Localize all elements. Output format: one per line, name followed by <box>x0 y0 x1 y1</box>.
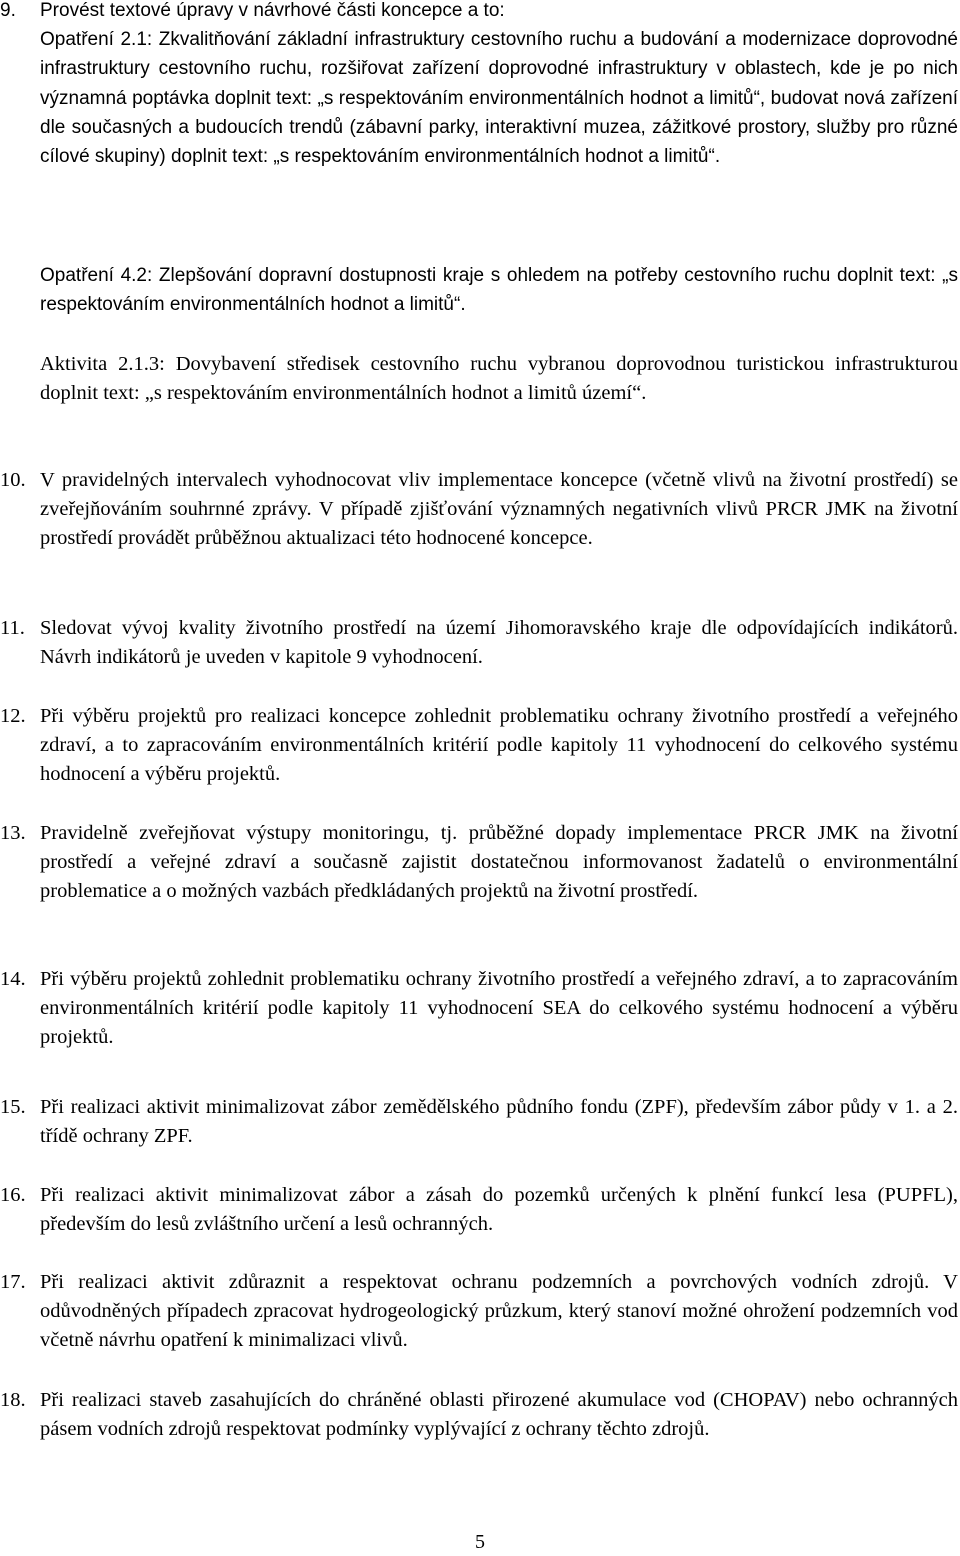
list-item-18 <box>0 1386 960 1444</box>
paragraph-gap <box>40 171 958 200</box>
item-number: 14. <box>0 968 26 990</box>
list-item-10 <box>0 466 960 554</box>
item-text: V pravidelných intervalech vyhodnocovat vliv implementace koncepce (včetně vlivů na životní prostředí) se zveřejňováním souhrnné zprávy. V případě zjišťování významných negativních vlivů PRCR JMK na životní prostředí provádět průběžnou aktualizaci této hodnocené koncepce. <box>40 469 958 550</box>
list-item-9-continued-1 <box>0 261 960 319</box>
list-item-9 <box>0 0 960 200</box>
item-number: 17. <box>0 1271 26 1293</box>
item-text: Při realizaci aktivit zdůraznit a respektovat ochranu podzemních a povrchových vodních zdrojů. V odůvodněných případech zpracovat hydrogeologický průzkum, který stanoví možné ohrožení podzemních vod včetně návrhu opatření k minimalizaci vlivů. <box>40 1271 958 1352</box>
item-number: 12. <box>0 705 26 727</box>
list-item-14 <box>0 965 960 1053</box>
item-text: Při realizaci staveb zasahujících do chráněné oblasti přirozené akumulace vod (CHOPAV) nebo ochranných pásem vodních zdrojů respektovat podmínky vyplývající z ochrany těchto zdrojů. <box>40 1389 958 1441</box>
list-item-11 <box>0 614 960 672</box>
measure-2-1-paragraph: Opatření 2.1: Zkvalitňování základní infrastruktury cestovního ruchu a budování a modernizace doprovodné infrastruktury cestovního ruchu, rozšiřovat zařízení doprovodné infrastruktury v oblastech, kde je po nich významná poptávka doplnit text: „s respektováním environmentálních hodnot a limitů“, budovat nová zařízení dle současných a budoucích trendů (zábavní parky, interaktivní muzea, zážitkové prostory, služby pro různé cílové skupiny) doplnit text: „s respektováním environmentálních hodnot a limitů“. <box>40 29 958 168</box>
item-text: Při výběru projektů pro realizaci koncepce zohlednit problematiku ochrany životního prostředí a veřejného zdraví, a to zapracováním environmentálních kritérií podle kapitoly 11 vyhodnocení do celkového systému hodnocení a výběru projektů. <box>40 705 958 786</box>
item-number: 15. <box>0 1096 26 1118</box>
item-number: 13. <box>0 822 26 844</box>
item-number: 9. <box>0 0 16 21</box>
item-text: Při realizaci aktivit minimalizovat zábor zemědělského půdního fondu (ZPF), především zábor půdy v 1. a 2. třídě ochrany ZPF. <box>40 1096 958 1148</box>
list-item-17 <box>0 1268 960 1356</box>
item-number: 10. <box>0 469 26 491</box>
item-text: Pravidelně zveřejňovat výstupy monitoringu, tj. průběžné dopady implementace PRCR JMK na životní prostředí a veřejné zdraví a současně zajistit dostatečnou informovanost žadatelů o environmentální problematice a o možných vazbách předkládaných projektů na životní prostředí. <box>40 822 958 903</box>
list-item-9-continued-2 <box>0 350 960 408</box>
page-number: 5 <box>475 1531 485 1553</box>
list-item-13 <box>0 819 960 907</box>
item-text: Sledovat vývoj kvality životního prostředí na území Jihomoravského kraje dle odpovídajících indikátorů. Návrh indikátorů je uveden v kapitole 9 vyhodnocení. <box>40 617 958 669</box>
measure-4-2-paragraph: Opatření 4.2: Zlepšování dopravní dostupnosti kraje s ohledem na potřeby cestovního ruchu doplnit text: „s respektováním environmentálních hodnot a limitů“. <box>40 265 958 316</box>
item-number: 18. <box>0 1389 26 1411</box>
item-text: Při realizaci aktivit minimalizovat zábor a zásah do pozemků určených k plnění funkcí lesa (PUPFL), především do lesů zvláštního určení a lesů ochranných. <box>40 1184 958 1236</box>
list-item-15 <box>0 1093 960 1151</box>
list-item-16 <box>0 1181 960 1239</box>
item-number: 11. <box>0 617 25 639</box>
item-text <box>40 0 958 200</box>
activity-2-1-3-paragraph: Aktivita 2.1.3: Dovybavení středisek cestovního ruchu vybranou doprovodnou turistickou infrastrukturou doplnit text: „s respektováním environmentálních hodnot a limitů území“. <box>40 353 958 405</box>
item-text: Při výběru projektů zohlednit problematiku ochrany životního prostředí a veřejného zdraví, a to zapracováním environmentálních kritérií podle kapitoly 11 vyhodnocení SEA do celkového systému hodnocení a výběru projektů. <box>40 968 958 1049</box>
item-number: 16. <box>0 1184 26 1206</box>
item-intro: Provést textové úpravy v návrhové části koncepce a to: <box>40 0 505 21</box>
list-item-12 <box>0 702 960 790</box>
